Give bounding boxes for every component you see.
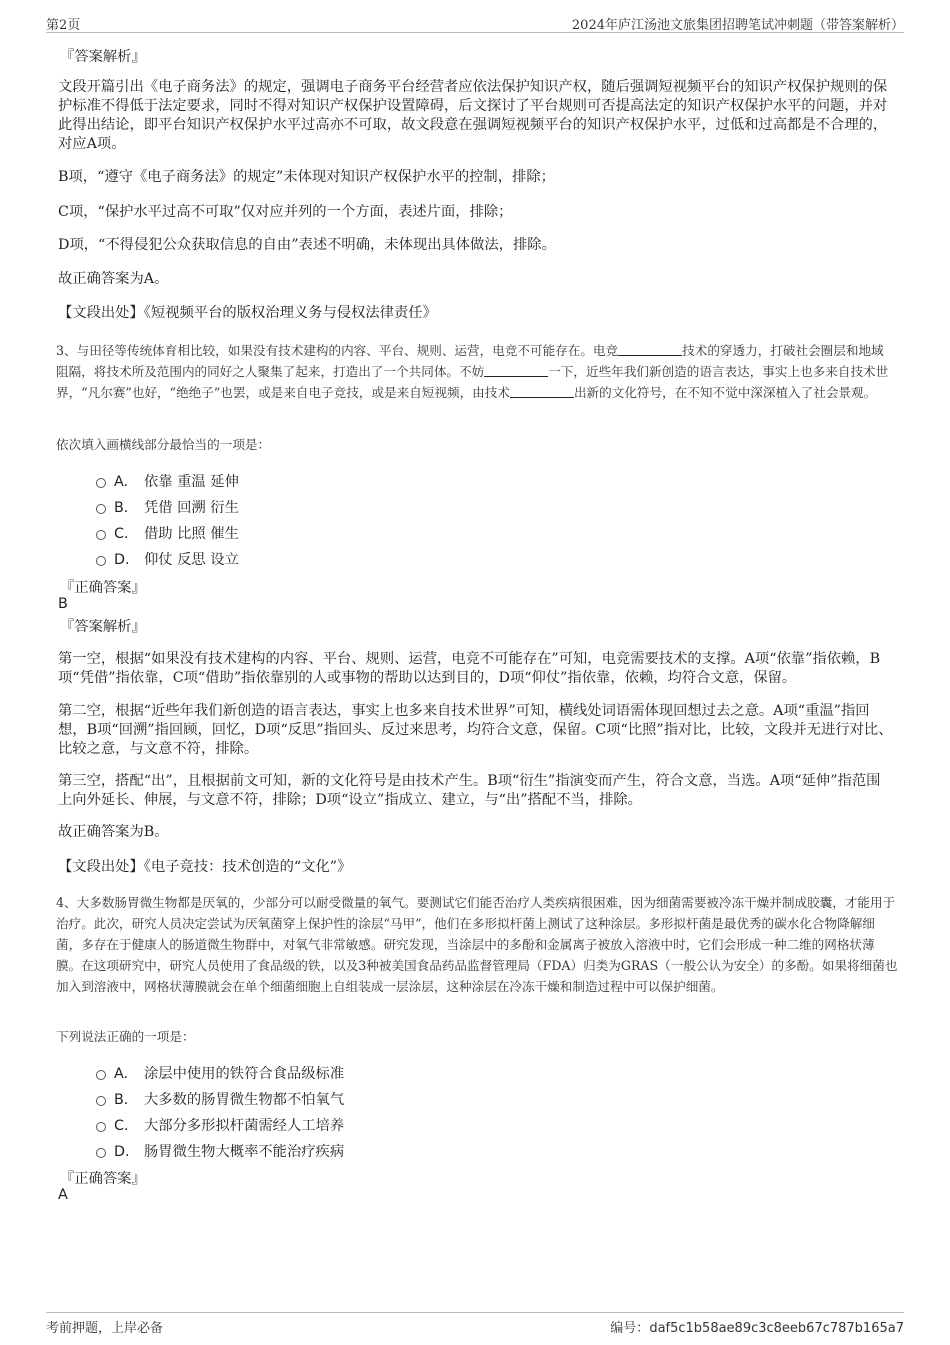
q2-analysis-b: B项，“遵守《电子商务法》的规定”未体现对知识产权保护水平的控制，排除； (58, 169, 555, 185)
q3-source: 【文段出处】《电子竞技：技术创造的“文化”》 (58, 859, 352, 875)
radio-icon[interactable] (96, 478, 106, 488)
q3-option-b[interactable]: B. 凭借 回溯 衍生 (96, 497, 239, 517)
q3-answer-tag: 『正确答案』 (60, 580, 146, 596)
q4-option-a[interactable]: A. 涂层中使用的铁符合食品级标准 (96, 1063, 344, 1083)
q3-option-c[interactable]: C. 借助 比照 催生 (96, 523, 239, 543)
q4-option-c[interactable]: C. 大部分多形拟杆菌需经人工培养 (96, 1115, 344, 1135)
fill-blank-3 (510, 385, 574, 398)
fill-blank-1 (618, 343, 682, 356)
q2-conclusion: 故正确答案为A。 (58, 271, 169, 287)
document-title: 2024年庐江汤池文旅集团招聘笔试冲刺题（带答案解析） (571, 18, 904, 33)
q3-stem: 3、与田径等传统体育相比较，如果没有技术建构的内容、平台、规则、运营，电竞不可能存在。电竞 技术的穿透力，打破社会圈层和地域阻隔，将技术所及范围内的同好之人聚集了起来，打造出了一个共同体。不妨 一下，近些年我们新创造的语言表达，事实上也多来自技术世界，“凡尔赛”也好，“绝绝子”也罢，或是来自电子竞技，或是来自短视频，由技术 出新的文化符号，在不知不觉中深深植入了社会景观。 (56, 343, 889, 400)
q3-conclusion: 故正确答案为B。 (58, 824, 169, 840)
q4-prompt: 下列说法正确的一项是： (56, 1029, 195, 1044)
page-number: 第2页 (46, 18, 81, 33)
radio-icon[interactable] (96, 1096, 106, 1106)
radio-icon[interactable] (96, 556, 106, 566)
radio-icon[interactable] (96, 530, 106, 540)
page-footer (46, 1312, 904, 1335)
q4-option-b[interactable]: B. 大多数的肠胃微生物都不怕氧气 (96, 1089, 344, 1109)
radio-icon[interactable] (96, 1070, 106, 1080)
radio-icon[interactable] (96, 1122, 106, 1132)
q4-answer: A (58, 1187, 68, 1203)
q2-analysis-para1: 文段开篇引出《电子商务法》的规定，强调电子商务平台经营者应依法保护知识产权，随后强调短视频平台的知识产权保护规则的保护标准不得低于法定要求，同时不得对知识产权保护设置障碍，后文探讨了平台规则可否提高法定的知识产权保护水平的问题，并对此得出结论，即平台知识产权保护水平过高亦不可取，故文段意在强调短视频平台的知识产权保护水平，过低和过高都是不合理的，对应A项。 (58, 79, 888, 152)
radio-icon[interactable] (96, 1148, 106, 1158)
footer-slogan: 考前押题，上岸必备 (46, 1321, 164, 1336)
document-code: 编号：daf5c1b58ae89c3c8eeb67c787b165a7 (610, 1321, 904, 1336)
q3-answer: B (58, 596, 68, 612)
q2-source: 【文段出处】《短视频平台的版权治理义务与侵权法律责任》 (58, 305, 437, 321)
q3-analysis-tag: 『答案解析』 (60, 619, 146, 635)
fill-blank-2 (484, 364, 548, 377)
q4-option-d[interactable]: D. 肠胃微生物大概率不能治疗疾病 (96, 1141, 344, 1161)
q2-analysis-tag: 『答案解析』 (60, 49, 146, 65)
q3-analysis-para2: 第二空，根据“近些年我们新创造的语言表达，事实上也多来自技术世界”可知，横线处词语需体现回想过去之意。A项“重温”指回想，B项“回溯”指回顾，回忆，D项“反思”指回头、反过来思考，均符合文意，保留。C项“比照”指对比，比较，文段并无进行对比、比较之意，与文意不符，排除。 (58, 703, 893, 757)
q4-stem: 4、大多数肠胃微生物都是厌氧的，少部分可以耐受微量的氧气。要测试它们能否治疗人类疾病很困难，因为细菌需要被冷冻干燥并制成胶囊，才能用于治疗。此次，研究人员决定尝试为厌氧菌穿上保护性的涂层“马甲”，他们在多形拟杆菌上测试了这种涂层。多形拟杆菌是最优秀的碳水化合物降解细菌，多存在于健康人的肠道微生物群中，对氧气非常敏感。研究发现，当涂层中的多酚和金属离子被放入溶液中时，它们会形成一种二维的网格状薄膜。在这项研究中，研究人员使用了食品级的铁，以及3种被美国食品药品监督管理局（FDA）归类为GRAS（一般公认为安全）的多酚。如果将细菌也加入到溶液中，网格状薄膜就会在单个细菌细胞上自组装成一层涂层，这种涂层在冷冻干燥和制造过程中可以保护细菌。 (56, 895, 898, 994)
q3-analysis-para3: 第三空，搭配“出”，且根据前文可知，新的文化符号是由技术产生。B项“衍生”指演变而产生，符合文意，当选。A项“延伸”指范围上向外延长、伸展，与文意不符，排除；D项“设立”指成立、建立，与“出”搭配不当，排除。 (58, 773, 881, 808)
q4-answer-tag: 『正确答案』 (60, 1171, 146, 1187)
q2-analysis-c: C项，“保护水平过高不可取”仅对应并列的一个方面，表述片面，排除； (58, 204, 513, 220)
q3-prompt: 依次填入画横线部分最恰当的一项是： (56, 437, 271, 452)
q3-option-d[interactable]: D. 仰仗 反思 设立 (96, 549, 239, 569)
page-header (46, 12, 904, 33)
radio-icon[interactable] (96, 504, 106, 514)
q2-analysis-d: D项，“不得侵犯公众获取信息的自由”表述不明确，未体现出具体做法，排除。 (58, 237, 556, 253)
q3-analysis-para1: 第一空，根据“如果没有技术建构的内容、平台、规则、运营，电竞不可能存在”可知，电竞需要技术的支撑。A项“依靠”指依赖，B项“凭借”指依靠，C项“借助”指依靠别的人或事物的帮助以达到目的，D项“仰仗”指依靠，依赖，均符合文意，保留。 (58, 651, 881, 686)
q3-option-a[interactable]: A. 依靠 重温 延伸 (96, 471, 239, 491)
